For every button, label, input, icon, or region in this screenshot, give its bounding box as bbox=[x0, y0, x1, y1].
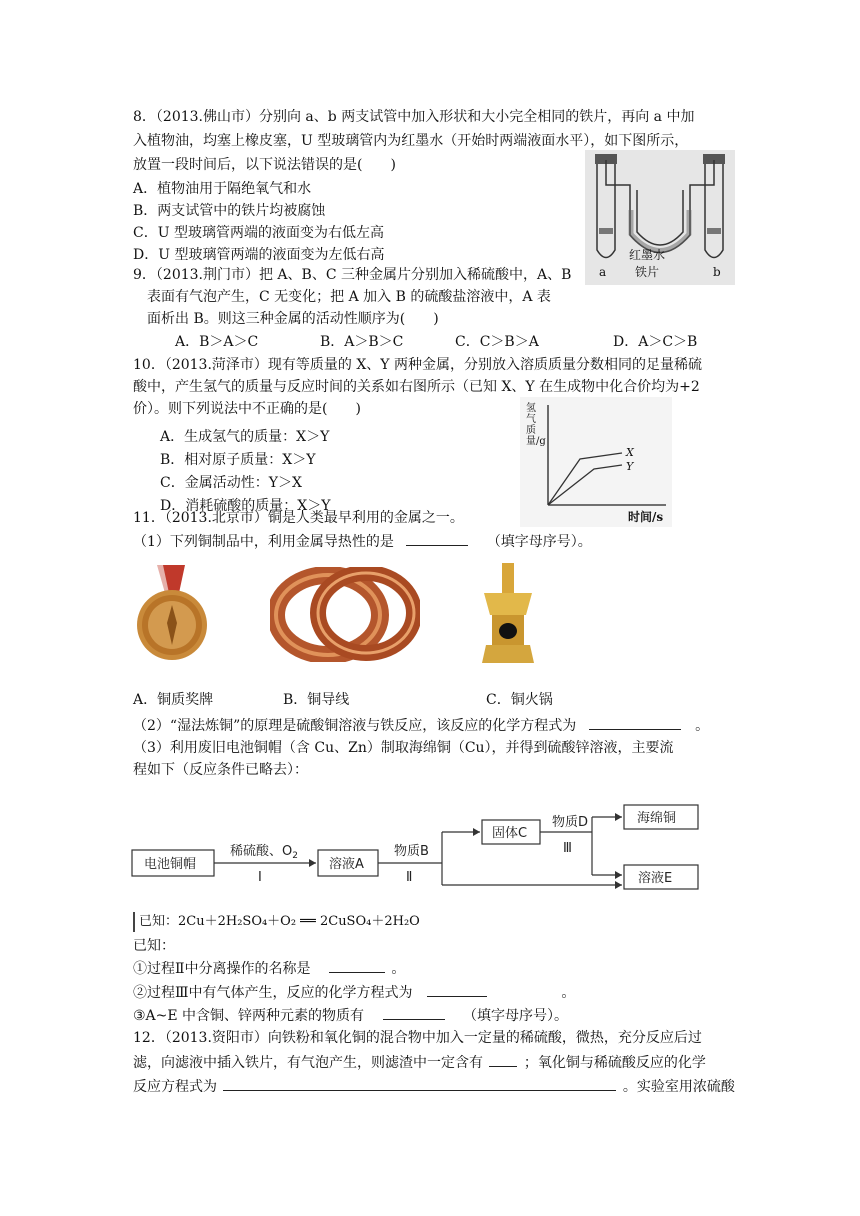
flow-solution-a-label: 溶液A bbox=[329, 857, 364, 872]
q8-line2: 入植物油，均塞上橡皮塞，U 型玻璃管内为红墨水（开始时两端液面水平），如下图所示， bbox=[133, 133, 689, 149]
q12-line3 bbox=[133, 1076, 735, 1097]
flow-start-label: 电池铜帽 bbox=[144, 857, 197, 872]
q8-option-d: D．U 型玻璃管两端的液面变为左低右高 bbox=[133, 247, 385, 263]
q10-line1: 10．（2013.菏泽市）现有等质量的 X、Y 两种金属，分别放入溶质质量分数相同的足量稀硫 bbox=[133, 357, 703, 373]
copper-medal-image bbox=[133, 565, 211, 665]
q11-sub2-tail: 。 bbox=[561, 985, 576, 1001]
q12-line1: 12．（2013.资阳市）向铁粉和氧化铜的混合物中加入一定量的稀硫酸，微热，充分反应后过 bbox=[133, 1030, 702, 1046]
q10-option-c: C．金属活动性：Y＞X bbox=[160, 475, 302, 491]
chart-series-x-line bbox=[548, 453, 622, 505]
caption-copper-hotpot: C．铜火锅 bbox=[486, 692, 553, 708]
u-tube-apparatus-figure bbox=[585, 150, 735, 285]
q11-sub3-tail: （填字母序号）。 bbox=[462, 1008, 568, 1024]
q10-line3: 价）。则下列说法中不正确的是( ) bbox=[133, 401, 361, 417]
q11-sub1-tail: 。 bbox=[391, 961, 406, 977]
flow-step2-label: Ⅱ bbox=[406, 870, 413, 885]
q11-part2-text: （2）“湿法炼铜”的原理是硫酸铜溶液与铁反应，该反应的化学方程式为 bbox=[133, 718, 577, 734]
flow-reagent3-label: 物质D bbox=[552, 815, 589, 830]
chart-y-label: 氢气质量/g bbox=[526, 403, 546, 447]
caption-copper-medal: A．铜质奖牌 bbox=[133, 692, 214, 708]
q12-line2 bbox=[133, 1052, 706, 1073]
flow-product1-label: 海绵铜 bbox=[637, 811, 677, 826]
q11-part2 bbox=[133, 715, 709, 736]
q8-line1: 8．（2013.佛山市）分别向 a、b 两支试管中加入形状和大小完全相同的铁片，再向 a 中加 bbox=[133, 109, 695, 125]
q10-option-b: B．相对原子质量：X＞Y bbox=[160, 452, 316, 468]
q9-option-a: A．B＞A＞C bbox=[175, 334, 259, 350]
q11-sub1 bbox=[133, 958, 405, 979]
q11-line1: 11．（2013.北京市）铜是人类最早利用的金属之一。 bbox=[133, 510, 464, 526]
q9-line3: 面析出 B。则这三种金属的活动性顺序为( ) bbox=[147, 311, 439, 327]
q11-part3-line1: （3）利用废旧电池铜帽（含 Cu、Zn）制取海绵铜（Cu），并得到硫酸锌溶液，主要流 bbox=[133, 740, 674, 756]
chart-series-x-label: X bbox=[626, 446, 634, 459]
copper-wire-image bbox=[270, 567, 420, 662]
q11-sub3 bbox=[133, 1005, 568, 1026]
answer-blank[interactable] bbox=[427, 982, 487, 997]
q8-option-c: C．U 型玻璃管两端的液面变为右低左高 bbox=[133, 225, 384, 241]
fig-label-iron: 铁片 bbox=[635, 265, 660, 279]
q8-option-b: B．两支试管中的铁片均被腐蚀 bbox=[133, 203, 326, 219]
known-label: 已知： bbox=[133, 938, 175, 954]
answer-blank[interactable] bbox=[589, 715, 681, 730]
answer-blank[interactable] bbox=[329, 958, 385, 973]
chart-series-y-label: Y bbox=[626, 460, 634, 473]
flow-reagent1-label: 稀硫酸、$O_2$ bbox=[230, 844, 298, 861]
q11-part2-tail: 。 bbox=[695, 718, 710, 734]
answer-blank[interactable] bbox=[383, 1005, 445, 1020]
flow-step3-label: Ⅲ bbox=[563, 841, 572, 856]
known-equation: 已知：2Cu＋2H₂SO₄＋O₂ ══ 2CuSO₄＋2H₂O bbox=[133, 912, 420, 932]
q11-sub1-text: ①过程Ⅱ中分离操作的名称是 bbox=[133, 961, 311, 977]
answer-blank[interactable] bbox=[223, 1076, 616, 1091]
q12-line2-text: 滤，向滤液中插入铁片，有气泡产生，则滤渣中一定含有 bbox=[133, 1055, 483, 1071]
flow-solid-c-label: 固体C bbox=[492, 826, 528, 841]
chart-series-y-line bbox=[548, 465, 622, 505]
q9-line2: 表面有气泡产生，C 无变化；把 A 加入 B 的硫酸盐溶液中，A 表 bbox=[147, 289, 551, 305]
flow-step1-label: Ⅰ bbox=[258, 870, 262, 885]
flow-reagent2-label: 物质B bbox=[394, 844, 429, 859]
answer-blank[interactable] bbox=[406, 531, 468, 546]
fig-label-b: b bbox=[713, 265, 721, 279]
flow-product2-label: 溶液E bbox=[638, 871, 673, 886]
q11-sub2 bbox=[133, 982, 575, 1003]
q9-option-b: B．A＞B＞C bbox=[320, 334, 404, 350]
q9-line1: 9．（2013.荆门市）把 A、B、C 三种金属片分别加入稀硫酸中，A、B bbox=[133, 267, 572, 283]
q11-sub3-text: ③A~E 中含铜、锌两种元素的物质有 bbox=[133, 1008, 365, 1024]
caption-copper-wire: B．铜导线 bbox=[283, 692, 350, 708]
copper-hotpot-image bbox=[478, 563, 538, 668]
answer-blank[interactable] bbox=[489, 1052, 517, 1067]
q12-line3-tail: 。实验室用浓硫酸 bbox=[622, 1079, 735, 1095]
q11-sub2-text: ②过程Ⅲ中有气体产生，反应的化学方程式为 bbox=[133, 985, 413, 1001]
q9-option-d: D．A＞C＞B bbox=[613, 334, 698, 350]
fig-label-red-ink: 红墨水 bbox=[629, 248, 666, 262]
q11-part3-line2: 程如下（反应条件已略去）： bbox=[133, 762, 308, 778]
q9-option-c: C．C＞B＞A bbox=[455, 334, 539, 350]
process-flow-diagram bbox=[130, 795, 720, 910]
q8-line3: 放置一段时间后，以下说法错误的是( ) bbox=[133, 157, 396, 173]
q12-line3-text: 反应方程式为 bbox=[133, 1079, 217, 1095]
q11-part1 bbox=[133, 531, 592, 552]
q11-part1-tail: （填字母序号）。 bbox=[486, 534, 592, 550]
q12-line2-tail: ；氧化铜与稀硫酸反应的化学 bbox=[523, 1055, 706, 1071]
hydrogen-mass-chart bbox=[520, 397, 672, 527]
q11-part1-text: （1）下列铜制品中，利用金属导热性的是 bbox=[133, 534, 394, 550]
q8-option-a: A．植物油用于隔绝氧气和水 bbox=[133, 181, 312, 197]
chart-x-label: 时间/s bbox=[628, 510, 664, 524]
q10-line2: 酸中，产生氢气的质量与反应时间的关系如右图所示（已知 X、Y 在生成物中化合价均为+2 bbox=[133, 379, 700, 395]
q10-option-d: D．消耗硫酸的质量：X＞Y bbox=[160, 498, 331, 514]
q10-option-a: A．生成氢气的质量：X＞Y bbox=[160, 429, 330, 445]
fig-label-a: a bbox=[599, 265, 607, 279]
